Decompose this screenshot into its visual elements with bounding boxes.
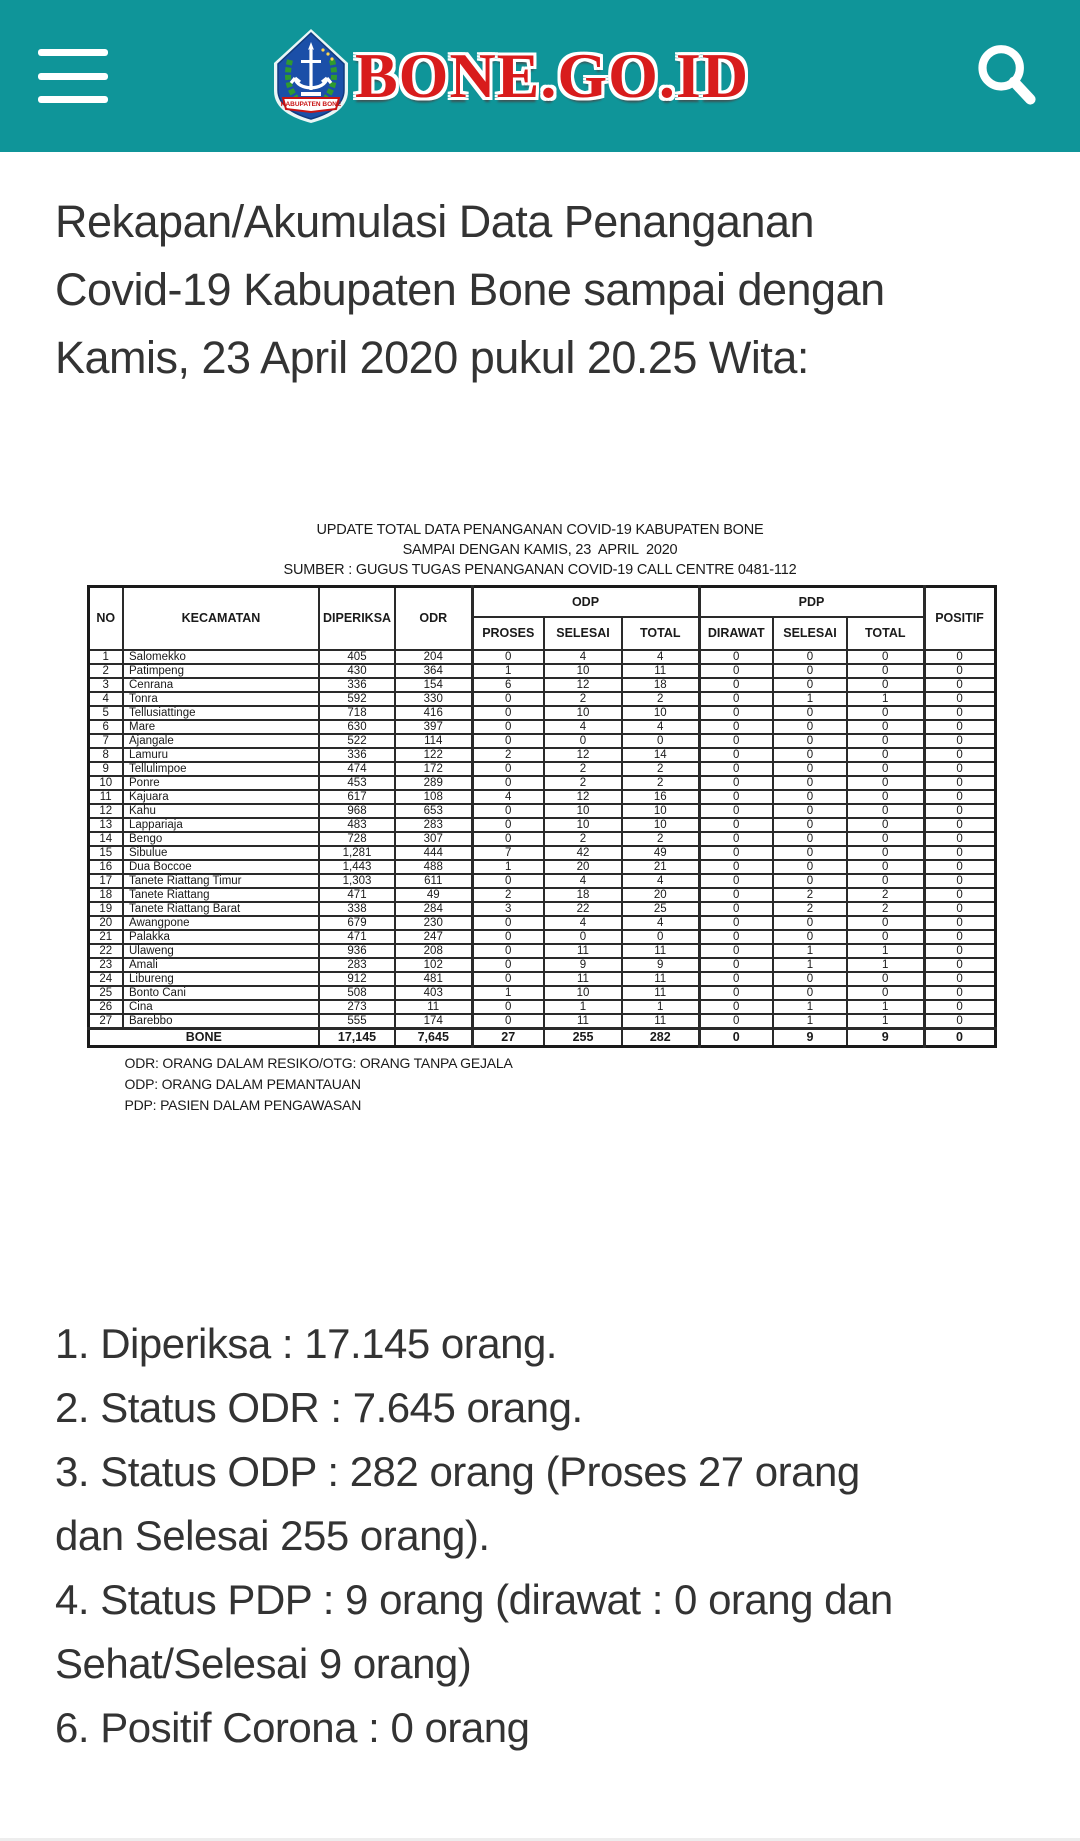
- table-row: 13 Lappariaja 483 283 0 10 10 0 0 0 0: [88, 818, 995, 832]
- table-row: 14 Bengo 728 307 0 2 2 0 0 0 0: [88, 832, 995, 846]
- summary-item-pdp: 4. Status PDP : 9 orang (dirawat : 0 orang dan Sehat/Selesai 9 orang): [55, 1575, 893, 1687]
- col-header-kecamatan: KECAMATAN: [123, 587, 319, 650]
- hamburger-icon: [38, 49, 108, 56]
- table-row: 2 Patimpeng 430 364 1 10 11 0 0 0 0: [88, 664, 995, 678]
- covid-table-body: [88, 650, 995, 1047]
- table-row: 11 Kajuara 617 108 4 12 16 0 0 0 0: [88, 790, 995, 804]
- menu-button[interactable]: [38, 47, 108, 105]
- search-icon: [974, 41, 1040, 111]
- col-header-odr: ODR: [395, 587, 472, 650]
- footnote-odr: ODR: ORANG DALAM RESIKO/OTG: ORANG TANPA GEJALA: [124, 1054, 513, 1071]
- covid-data-table: [87, 585, 997, 1048]
- summary-item-positif: 6. Positif Corona : 0 orang: [55, 1703, 530, 1751]
- app-header: [0, 0, 1080, 152]
- table-row: 24 Libureng 912 481 0 11 11 0 0 0 0: [88, 972, 995, 986]
- site-logo[interactable]: [271, 28, 749, 124]
- table-title-line1: UPDATE TOTAL DATA PENANGANAN COVID-19 KABUPATEN BONE: [316, 522, 764, 538]
- covid-table-image: [87, 520, 994, 1116]
- table-total-row: BONE 17,145 7,645 27 255 282 0 9 9 0: [88, 1028, 995, 1046]
- summary-list: [55, 1312, 935, 1760]
- table-row: 1 Salomekko 405 204 0 4 4 0 0 0 0: [88, 650, 995, 664]
- summary-item-odr: 2. Status ODR : 7.645 orang.: [55, 1383, 583, 1431]
- col-header-proses: PROSES: [472, 617, 544, 650]
- col-header-no: NO: [88, 587, 123, 650]
- col-header-selesai-odp: SELESAI: [544, 617, 622, 650]
- table-row: 21 Palakka 471 247 0 0 0 0 0 0 0: [88, 930, 995, 944]
- col-header-positif: POSITIF: [924, 587, 995, 650]
- table-row: 17 Tanete Riattang Timur 1,303 611 0 4 4 0 0 0 0: [88, 874, 995, 888]
- table-row: 18 Tanete Riattang 471 49 2 18 20 0 2 2 0: [88, 888, 995, 902]
- page-title-line: Kamis, 23 April 2020 pukul 20.25 Wita:: [55, 332, 809, 383]
- summary-item-diperiksa: 1. Diperiksa : 17.145 orang.: [55, 1319, 557, 1367]
- hamburger-icon: [38, 96, 108, 103]
- summary-item-odp: 3. Status ODP : 282 orang (Proses 27 orang dan Selesai 255 orang).: [55, 1447, 860, 1559]
- col-header-pdp-group: PDP: [699, 587, 924, 617]
- footnote-pdp: PDP: PASIEN DALAM PENGAWASAN: [124, 1096, 362, 1113]
- table-row: 6 Mare 630 397 0 4 4 0 0 0 0: [88, 720, 995, 734]
- table-row: 23 Amali 283 102 0 9 9 0 1 1 0: [88, 958, 995, 972]
- table-row: 22 Ulaweng 936 208 0 11 11 0 1 1 0: [88, 944, 995, 958]
- page-title: [55, 188, 1025, 392]
- page-content: [0, 188, 1080, 1760]
- col-header-selesai-pdp: SELESAI: [773, 617, 847, 650]
- emblem-banner-label: KABUPATEN BONE: [280, 101, 342, 108]
- table-row: 4 Tonra 592 330 0 2 2 0 1 1 0: [88, 692, 995, 706]
- col-header-dirawat: DIRAWAT: [699, 617, 773, 650]
- table-row: 25 Bonto Cani 508 403 1 10 11 0 0 0 0: [88, 986, 995, 1000]
- table-row: 9 Tellulimpoe 474 172 0 2 2 0 0 0 0: [88, 762, 995, 776]
- hamburger-icon: [38, 73, 108, 80]
- table-row: 16 Dua Boccoe 1,443 488 1 20 21 0 0 0 0: [88, 860, 995, 874]
- table-row: 26 Cina 273 11 0 1 1 0 1 1 0: [88, 1000, 995, 1014]
- page-title-line: Covid-19 Kabupaten Bone sampai dengan: [55, 264, 885, 315]
- table-footnotes: [125, 1053, 994, 1116]
- table-row: 27 Barebbo 555 174 0 11 11 0 1 1 0: [88, 1014, 995, 1029]
- search-button[interactable]: [972, 41, 1042, 111]
- table-row: 20 Awangpone 679 230 0 4 4 0 0 0 0: [88, 916, 995, 930]
- table-title-line2: SAMPAI DENGAN KAMIS, 23 APRIL 2020: [402, 542, 678, 558]
- table-row: 3 Cenrana 336 154 6 12 18 0 0 0 0: [88, 678, 995, 692]
- table-row: 15 Sibulue 1,281 444 7 42 49 0 0 0 0: [88, 846, 995, 860]
- table-row: 12 Kahu 968 653 0 10 10 0 0 0 0: [88, 804, 995, 818]
- table-row: 19 Tanete Riattang Barat 338 284 3 22 25 0 2 2 0: [88, 902, 995, 916]
- col-header-total-odp: TOTAL: [622, 617, 699, 650]
- col-header-total-pdp: TOTAL: [847, 617, 924, 650]
- table-row: 10 Ponre 453 289 0 2 2 0 0 0 0: [88, 776, 995, 790]
- bone-emblem-icon: [271, 28, 351, 124]
- page-title-line: Rekapan/Akumulasi Data Penanganan: [55, 196, 815, 247]
- table-row: 7 Ajangale 522 114 0 0 0 0 0 0 0: [88, 734, 995, 748]
- table-row: 5 Tellusiattinge 718 416 0 10 10 0 0 0 0: [88, 706, 995, 720]
- table-title-line3: SUMBER : GUGUS TUGAS PENANGANAN COVID-19 CALL CENTRE 0481-112: [283, 562, 797, 578]
- table-row: 8 Lamuru 336 122 2 12 14 0 0 0 0: [88, 748, 995, 762]
- col-header-diperiksa: DIPERIKSA: [319, 587, 395, 650]
- col-header-odp-group: ODP: [472, 587, 699, 617]
- footnote-odp: ODP: ORANG DALAM PEMANTAUAN: [124, 1075, 361, 1092]
- logo-text: BONE.GO.ID: [354, 40, 750, 111]
